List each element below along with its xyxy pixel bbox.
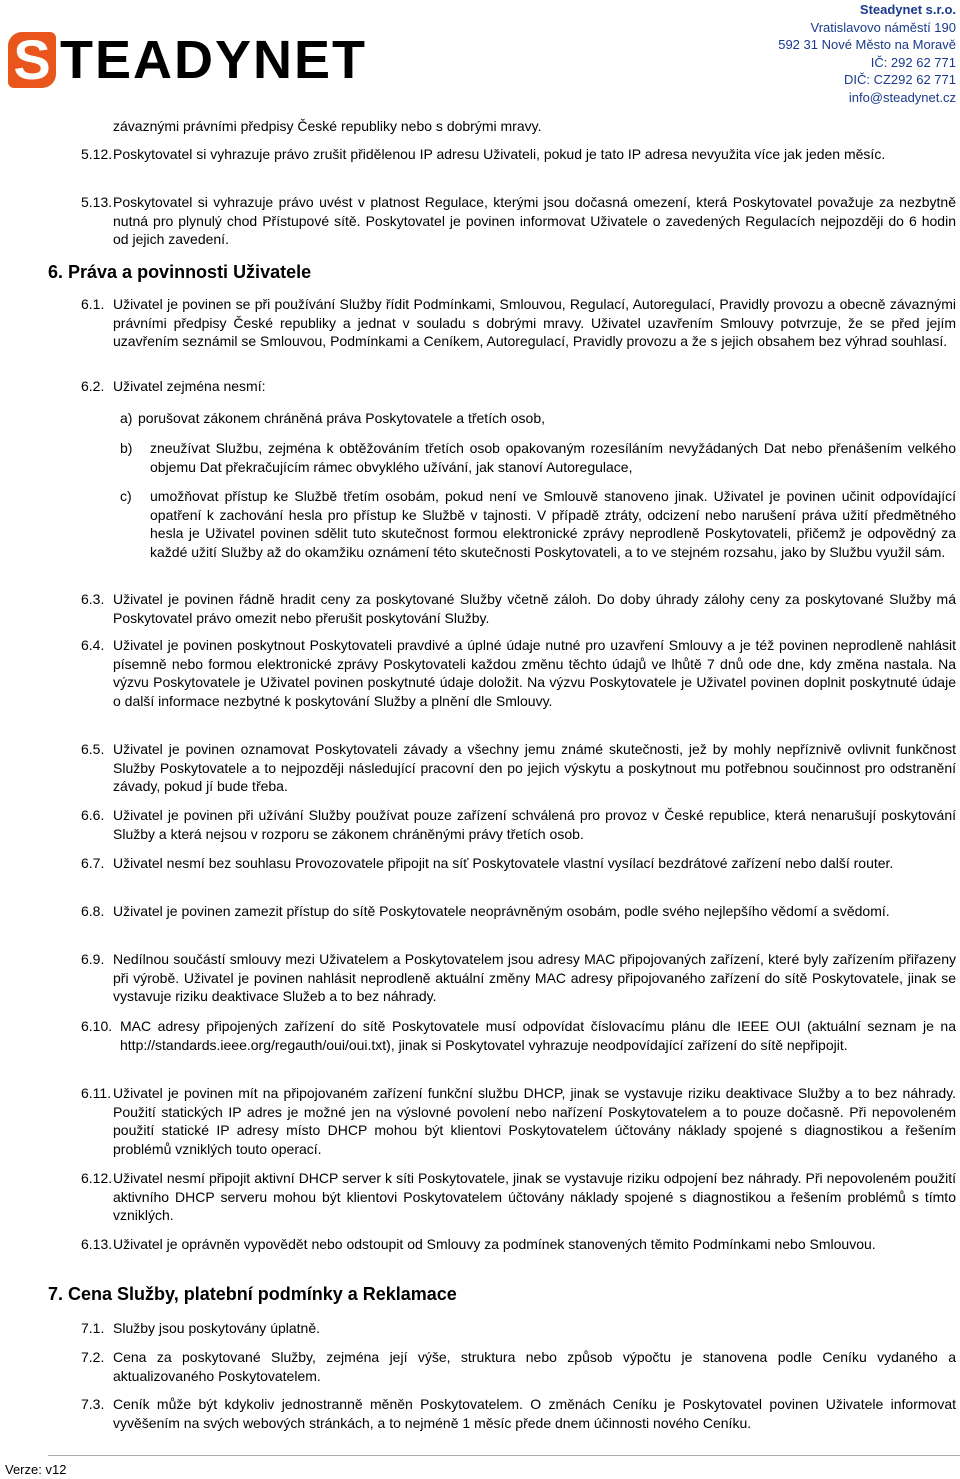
clause-number: 6.12. bbox=[81, 1170, 113, 1186]
clause-number: 6.7. bbox=[81, 855, 105, 871]
list-item-b: zneužívat Službu, zejména k obtěžováním třetích osob opakovaným rozesíláním nevyžádaných Dat nebo přenášením velkého objemu Dat překračujícím rámec obvyklého užívání, jak stanoví Autoregulace, bbox=[150, 440, 956, 475]
clause-number: 6.10. bbox=[81, 1018, 113, 1034]
logo-wordmark: TEADYNET bbox=[60, 30, 368, 90]
clause-number: 6.1. bbox=[81, 296, 105, 312]
clause-5-12: Poskytovatel si vyhrazuje právo zrušit přidělenou IP adresu Uživateli, pokud je tato IP adresa nevyužita více jak jeden měsíc. bbox=[113, 146, 886, 162]
clause-number: 6.2. bbox=[81, 378, 105, 394]
clause-number: 6.5. bbox=[81, 741, 105, 757]
clause-6-2: Uživatel zejména nesmí: bbox=[113, 378, 266, 394]
clause-6-5: Uživatel je povinen oznamovat Poskytovateli závady a všechny jemu známé skutečnosti, jež by mohly nepříznivě ovlivnit funkčnost Služby Poskytovatele a to nejpozději následující pracovní den po jejich výskytu a poskytnout mu potřebnou součinnost pro odstranění závady, pokud jí bude třeba. bbox=[113, 741, 956, 795]
company-info bbox=[778, 1, 956, 106]
clause-6-6: Uživatel je povinen při užívání Služby používat pouze zařízení schválená pro provoz v České republice, která nenarušují poskytování Služby a která nejsou v rozporu se zákonem chráněnými právy třetích osob. bbox=[113, 807, 956, 842]
section-heading-7: 7. Cena Služby, platební podmínky a Reklamace bbox=[48, 1284, 457, 1304]
clause-6-7: Uživatel nesmí bez souhlasu Provozovatele připojit na síť Poskytovatele vlastní vysílací bezdrátové zařízení nebo další router. bbox=[113, 855, 894, 871]
continuation-text: závaznými právními předpisy České republiky nebo s dobrými mravy. bbox=[113, 118, 542, 134]
company-name: Steadynet s.r.o. bbox=[859, 2, 956, 17]
clause-number: 5.13. bbox=[81, 194, 113, 210]
clause-6-9: Nedílnou součástí smlouvy mezi Uživatelem a Poskytovatelem jsou adresy MAC připojovaných zařízení, které byly zařízením přiřazeny při výrobě. Uživatel je povinen nahlásit neprodleně aktuální změny MAC adresy připojovaného zařízení do sítě Poskytovatele, jinak se vystavuje riziku deaktivace Služeb a to bez náhrady. bbox=[113, 951, 956, 1005]
clause-number: 5.12. bbox=[81, 146, 113, 162]
clause-7-2: Cena za poskytované Služby, zejména její výše, struktura nebo způsob výpočtu je stanovena podle Ceníku vydaného a aktualizovaného Poskytovatelem. bbox=[113, 1349, 956, 1384]
company-dic: DIČ: CZ292 62 771 bbox=[843, 72, 956, 87]
clause-number: 6.6. bbox=[81, 807, 105, 823]
clause-6-13: Uživatel je oprávněn vypovědět nebo odstoupit od Smlouvy za podmínek stanovených těmito Podmínkami nebo Smlouvou. bbox=[113, 1236, 876, 1252]
clause-7-3: Ceník může být kdykoliv jednostranně měněn Poskytovatelem. O změnách Ceníku je Poskytovatel povinen Uživatele informovat vyvěšením na svých webových stránkách, a to nejméně 1 měsíc přede dnem účinnosti nového Ceníku. bbox=[113, 1396, 956, 1431]
clause-5-13: Poskytovatel si vyhrazuje právo uvést v platnost Regulace, kterými jsou dočasná omezení, která Poskytovatel považuje za nezbytně nutná pro plynulý chod Přístupové sítě. Poskytovatel je povinen informovat Uživatele o zavedených Regulacích nejpozději do 6 hodin od jejich zavedení. bbox=[113, 194, 956, 248]
list-label: a) bbox=[120, 410, 133, 426]
company-ic: IČ: 292 62 771 bbox=[870, 54, 956, 70]
company-logo bbox=[8, 30, 367, 90]
list-item-a: porušovat zákonem chráněná práva Poskytovatele a třetích osob, bbox=[138, 410, 546, 426]
clause-6-11: Uživatel je povinen mít na připojovaném zařízení funkční službu DHCP, jinak se vystavuje riziku deaktivace Služby a to bez náhrady. Použití statických IP adres je možné jen na výslovné povolení nebo nařízení Poskytovatelem a to pouze dočasně. Při nepovoleném použití statické IP adresy místo DHCP mohou být klientovi Poskytovatelem účtovány náklady spojené s diagnostikou a řešením problémů vzniklých touto operací. bbox=[113, 1085, 956, 1158]
clause-number: 6.13. bbox=[81, 1236, 113, 1252]
company-email[interactable]: info@steadynet.cz bbox=[848, 89, 956, 105]
version-label: Verze: v12 bbox=[5, 1462, 67, 1477]
clause-6-8: Uživatel je povinen zamezit přístup do sítě Poskytovatele neoprávněným osobám, podle svého nejlepšího vědomí a svědomí. bbox=[113, 903, 890, 919]
list-label: b) bbox=[120, 440, 133, 456]
clause-number: 6.8. bbox=[81, 903, 105, 919]
footer-divider bbox=[48, 1455, 960, 1456]
address-line-2: 592 31 Nové Město na Moravě bbox=[778, 37, 956, 52]
section-heading-6: 6. Práva a povinnosti Uživatele bbox=[48, 262, 312, 282]
clause-number: 6.3. bbox=[81, 591, 105, 607]
clause-number: 7.2. bbox=[81, 1349, 105, 1365]
clause-6-4: Uživatel je povinen poskytnout Poskytovateli pravdivé a úplné údaje nutné pro uzavření Smlouvy a je též povinen neprodleně nahlásit písemně nebo formou elektronické zprávy Poskytovateli každou změnu těchto údajů ve lhůtě 7 dnů ode dne, kdy změna nastala. Na výzvu Poskytovatele je Uživatel povinen poskytnuté údaje doložit. Na výzvu Poskytovatele je Uživatel povinen doplnit poskytnuté údaje o další informace nezbytné k poskytování Služby a plnění dle Smlouvy. bbox=[113, 637, 956, 710]
clause-number: 7.3. bbox=[81, 1396, 105, 1412]
clause-number: 6.9. bbox=[81, 951, 105, 967]
clause-6-10: MAC adresy připojených zařízení do sítě Poskytovatele musí odpovídat číslovacímu plánu dle IEEE OUI (aktuální seznam je na http://standards.ieee.org/regauth/oui/oui.txt), jinak si Poskytovatel vyhrazuje neodpovídající zařízení do sítě nepřipojit. bbox=[120, 1018, 956, 1053]
clause-6-1: Uživatel je povinen se při používání Služby řídit Podmínkami, Smlouvou, Regulací, Autoregulací, Pravidly provozu a obecně závaznými právními předpisy České republiky a jednat v souladu s dobrými mravy. Uživatel uzavřením Smlouvy potvrzuje, že se před jejím uzavřením seznámil se Smlouvou, Podmínkami a Ceníkem, Autoregulací, Pravidly provozu a že s jejich obsahem bez výhrad souhlasí. bbox=[113, 296, 956, 350]
clause-number: 6.11. bbox=[81, 1085, 112, 1101]
clause-7-1: Služby jsou poskytovány úplatně. bbox=[113, 1320, 321, 1336]
list-label: c) bbox=[120, 488, 132, 504]
logo-mark: S bbox=[8, 32, 56, 88]
clause-number: 7.1. bbox=[81, 1320, 105, 1336]
clause-number: 6.4. bbox=[81, 637, 105, 653]
clause-6-12: Uživatel nesmí připojit aktivní DHCP server k síti Poskytovatele, jinak se vystavuje riziku odpojení bez náhrady. Při nepovoleném použití aktivního DHCP serveru mohou být klientovi Poskytovatelem účtovány náklady spojené s diagnostikou a řešením problémů s tímto vzniklých. bbox=[113, 1170, 956, 1224]
address-line-1: Vratislavovo náměstí 190 bbox=[810, 19, 956, 35]
list-item-c: umožňovat přístup ke Službě třetím osobám, pokud není ve Smlouvě stanoveno jinak. Uživatel je povinen učinit odpovídající opatření k zachování hesla pro přístup ke Službě v tajnosti. V případě ztráty, odcizení nebo narušení práva užití předmětného hesla je Uživatel povinen sdělit tuto skutečnost formou elektronické zprávy neprodleně Poskytovateli, přičemž je odpovědný za každé užití Služby až do okamžiku oznámení této skutečnosti Poskytovateli, a to ve stejném rozsahu, jako by Službu využil sám. bbox=[150, 488, 956, 561]
clause-6-3: Uživatel je povinen řádně hradit ceny za poskytované Služby včetně záloh. Do doby úhrady zálohy ceny za poskytované Služby má Poskytovatel právo omezit nebo přerušit poskytování Služby. bbox=[113, 591, 956, 626]
